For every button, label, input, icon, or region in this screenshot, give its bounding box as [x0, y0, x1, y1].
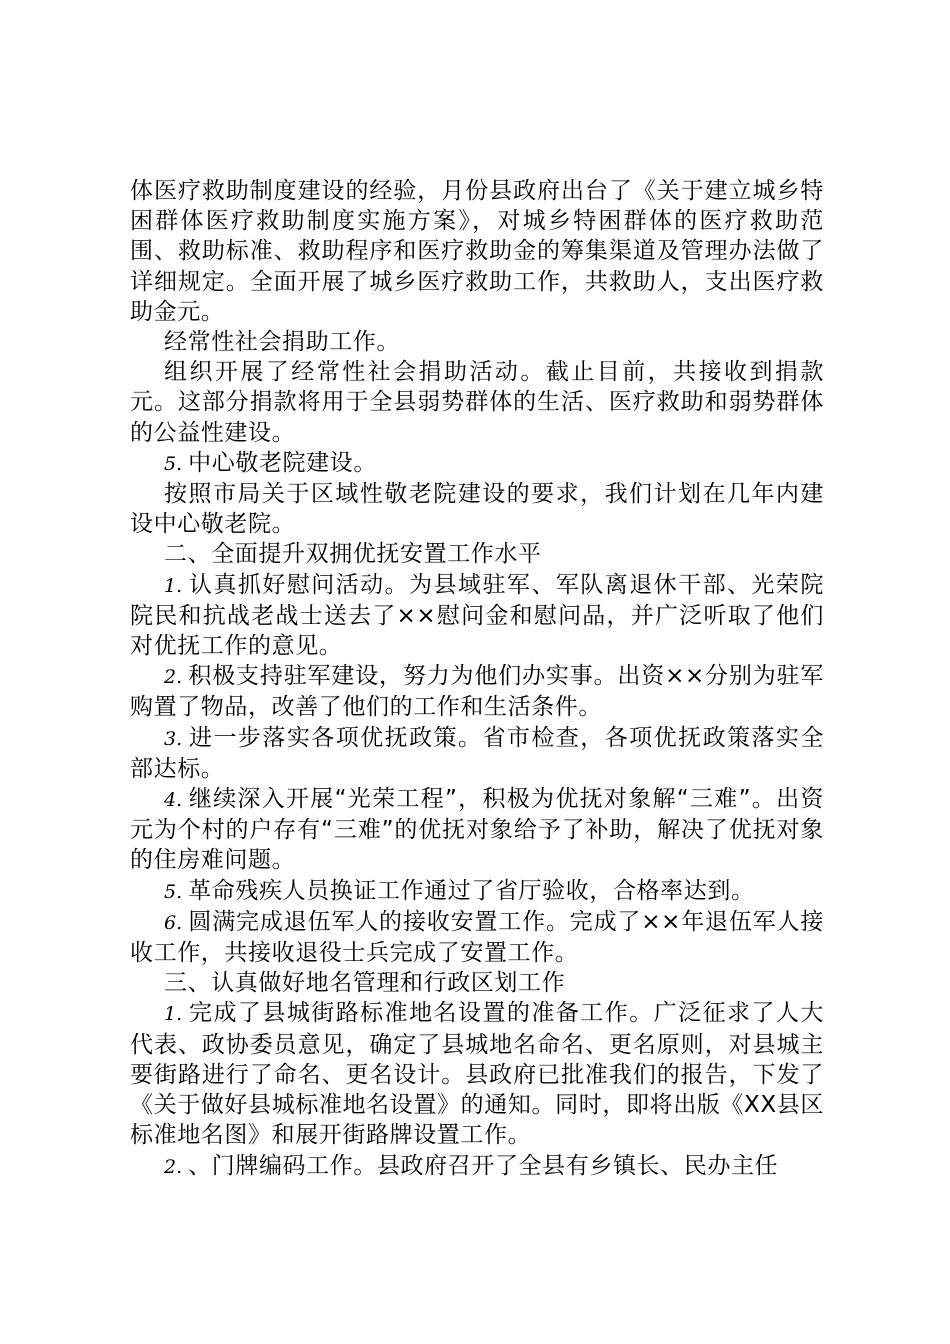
- list-number: 1.: [164, 574, 183, 597]
- paragraph: [130, 784, 824, 876]
- paragraph: [130, 176, 824, 327]
- paragraph-text: 革命残疾人员换证工作通过了省厅验收，合格率达到。: [188, 877, 755, 904]
- paragraph-text: 中心敬老院建设。: [188, 449, 377, 476]
- paragraph: [130, 907, 824, 968]
- paragraph-text: 体医疗救助制度建设的经验，月份县政府出台了《关于建立城乡特困群体医疗救助制度实施方案》，对城乡特困群体的医疗救助范围、救助标准、救助程序和医疗救助金的筹集渠道及管理办法做了详细规定。全面开展了城乡医疗救助工作，共救助人，支出医疗救助金元。: [130, 178, 824, 325]
- paragraph-text: 进一步落实各项优抚政策。省市检查，各项优抚政策落实全部达标。: [130, 724, 824, 782]
- paragraph: [130, 570, 824, 662]
- paragraph: [130, 448, 824, 479]
- list-number: 4.: [164, 789, 183, 812]
- list-number: 3.: [164, 727, 183, 750]
- section-heading: [130, 968, 824, 998]
- paragraph-text: 组织开展了经常性社会捐助活动。截止目前，共接收到捐款元。这部分捐款将用于全县弱势群体的生活、医疗救助和弱势群体的公益性建设。: [130, 359, 824, 446]
- paragraph: [130, 876, 824, 907]
- list-number: 2.: [164, 666, 183, 689]
- paragraph: [130, 723, 824, 784]
- paragraph-text: 继续深入开展“光荣工程”，积极为优抚对象解“三难”。出资元为个村的户存有“三难”的优抚对象给予了补助，解决了优抚对象的住房难问题。: [130, 786, 824, 874]
- paragraph-text: 、门牌编码工作。县政府召开了全县有乡镇长、民办主任: [188, 1152, 779, 1179]
- paragraph-text: 按照市局关于区域性敬老院建设的要求，我们计划在几年内建设中心敬老院。: [130, 481, 824, 538]
- list-number: 6.: [164, 911, 183, 934]
- document-body: [130, 176, 824, 1182]
- paragraph: [130, 327, 824, 357]
- list-number: 1.: [164, 1003, 183, 1026]
- paragraph-text: 圆满完成退伍军人的接收安置工作。完成了××年退伍军人接收工作，共接收退役士兵完成了安置工作。: [130, 908, 824, 967]
- paragraph: [130, 998, 824, 1150]
- list-number: 2.: [164, 1155, 183, 1178]
- paragraph: [130, 661, 824, 722]
- list-number: 5.: [164, 880, 183, 903]
- paragraph-text: 经常性社会捐助工作。: [164, 329, 400, 356]
- paragraph-text: 完成了县城街路标准地名设置的准备工作。广泛征求了人大代表、政协委员意见，确定了县城地名命名、更名原则，对县城主要街路进行了命名、更名设计。县政府已批准我们的报告，下发了《关于做好县城标准地名设置》的通知。同时，即将出版《XX县区标准地名图》和展开街路牌设置工作。: [130, 1000, 824, 1149]
- paragraph-text: 认真抓好慰问活动。为县域驻军、军队离退休干部、光荣院院民和抗战老战士送去了××慰问金和慰问品，并广泛听取了他们对优抚工作的意见。: [130, 571, 824, 660]
- paragraph: [130, 357, 824, 448]
- paragraph: [130, 1151, 824, 1182]
- paragraph-text: 二、全面提升双拥优抚安置工作水平: [164, 541, 542, 568]
- paragraph: [130, 479, 824, 539]
- list-number: 5.: [164, 452, 183, 475]
- section-heading: [130, 539, 824, 569]
- paragraph-text: 三、认真做好地名管理和行政区划工作: [164, 970, 566, 997]
- paragraph-text: 积极支持驻军建设，努力为他们办实事。出资××分别为驻军购置了物品，改善了他们的工作和生活条件。: [130, 663, 824, 721]
